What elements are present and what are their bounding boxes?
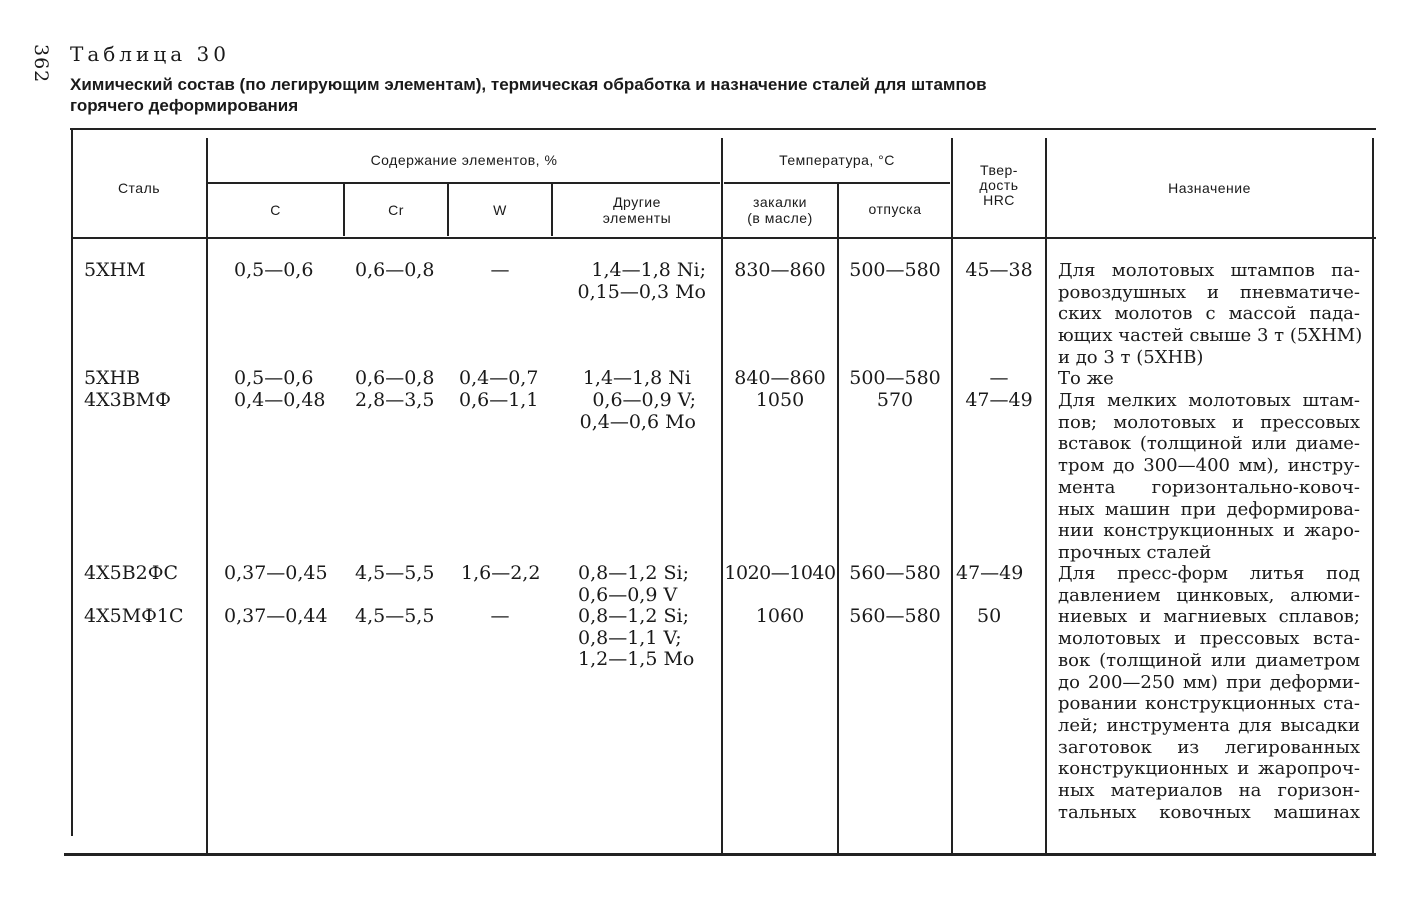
purpose-text: [1058, 390, 1360, 564]
purpose-text: [1058, 260, 1363, 369]
cell-quench: 1050: [755, 389, 805, 411]
cell-temper: 560—580: [849, 562, 941, 584]
table-bottom-rule: [64, 853, 1376, 856]
header-hardness-line: дость: [979, 177, 1019, 193]
column-divider: [1372, 138, 1374, 853]
cell-steel: 5ХНВ: [84, 367, 141, 389]
cell-hardness: —: [989, 367, 1009, 389]
cell-c: 0,5—0,6: [234, 367, 314, 389]
header-purpose: Назначение: [1168, 180, 1251, 196]
purpose-line: пов; молотовых и прессовых: [1058, 411, 1360, 433]
table-label: Таблица 30: [70, 42, 230, 66]
cell-other-line: 0,6—0,9 V;: [592, 389, 696, 411]
purpose-line: То же: [1058, 368, 1114, 389]
cell-other-line: 1,4—1,8 Ni: [582, 367, 691, 389]
header-other: [553, 194, 721, 226]
cell-other-line: 0,6—0,9 V: [578, 583, 678, 606]
purpose-line: до 200—250 мм) при деформи-: [1058, 671, 1360, 693]
purpose-line: давлением цинковых, алюми-: [1058, 584, 1360, 606]
purpose-line: ных материалов на горизон-: [1058, 780, 1360, 802]
caption-line: Химический состав (по легирующим элементам), термическая обработка и назначение сталей для штампов: [70, 75, 987, 94]
cell-other-line: 0,8—1,2 Si;: [578, 605, 689, 627]
purpose-line: Для мелких молотовых штам-: [1058, 390, 1360, 411]
header-hardness-line: Твер-: [980, 162, 1018, 178]
purpose-line: лей; инструмента для высадки: [1058, 714, 1360, 736]
header-composition: Содержание элементов, %: [370, 152, 558, 168]
page-number: 362: [30, 44, 52, 84]
cell-c: 0,37—0,44: [224, 605, 328, 627]
purpose-line: вставок (толщиной или диаме-: [1058, 433, 1360, 455]
header-quench-line: закалки: [752, 194, 808, 210]
header-w: W: [493, 202, 507, 218]
purpose-line: молотовых и прессовых вста-: [1058, 628, 1360, 650]
cell-temper: 500—580: [849, 367, 941, 389]
purpose-line: конструкционных и жаропроч-: [1058, 758, 1360, 780]
cell-other: [566, 368, 691, 390]
purpose-line: вок (толщиной или диаметром: [1058, 649, 1360, 671]
cell-w: —: [490, 605, 510, 627]
cell-cr: 2,8—3,5: [355, 389, 435, 411]
purpose-line: заготовок из легированных: [1058, 736, 1360, 758]
purpose-line: ющих частей свыше 3 т (5ХНМ): [1058, 325, 1363, 347]
cell-c: 0,37—0,45: [224, 562, 328, 584]
caption-line: горячего деформирования: [70, 96, 299, 115]
header-hardness-line: HRC: [983, 192, 1015, 208]
cell-c: 0,5—0,6: [234, 259, 314, 281]
cell-other-line: 0,4—0,6 Mo: [579, 410, 696, 433]
purpose-line: и до 3 т (5ХНВ): [1058, 346, 1204, 368]
header-cr: Cr: [388, 202, 404, 218]
cell-cr: 0,6—0,8: [355, 367, 435, 389]
cell-temper: 560—580: [849, 605, 941, 627]
cell-steel: 4Х5МФ1С: [84, 605, 184, 627]
header-quench: [723, 194, 837, 226]
header-bottom-rule: [72, 237, 1376, 239]
column-divider: [837, 184, 839, 853]
cell-other: [566, 260, 706, 303]
cell-temper: 570: [876, 389, 914, 411]
header-c: C: [270, 202, 281, 218]
purpose-line: ровании конструкционных ста-: [1058, 693, 1360, 715]
cell-w: 0,6—1,1: [459, 389, 539, 411]
cell-cr: 4,5—5,5: [355, 605, 435, 627]
header-quench-line: (в масле): [747, 210, 813, 226]
cell-w: —: [490, 259, 510, 281]
purpose-line: прочных сталей: [1058, 541, 1212, 563]
cell-c: 0,4—0,48: [234, 389, 326, 411]
purpose-line: ровоздушных и пневматиче-: [1058, 281, 1360, 303]
purpose-line: ских молотов с массой пада-: [1058, 303, 1360, 325]
cell-w: 1,6—2,2: [461, 562, 541, 584]
purpose-line: нии конструкционных и жаро-: [1058, 520, 1360, 542]
table-top-rule: [70, 128, 1376, 130]
cell-other-line: 0,15—0,3 Mo: [577, 280, 706, 303]
purpose-line: тром до 300—400 мм), инстру-: [1058, 455, 1360, 477]
cell-quench: 840—860: [734, 367, 826, 389]
column-divider: [71, 130, 73, 836]
header-temperature: Температура, °C: [779, 152, 895, 168]
cell-other-line: 0,8—1,1 V;: [578, 626, 682, 649]
column-divider: [206, 138, 208, 853]
header-other-line: элементы: [602, 210, 672, 226]
cell-quench: 1020—1040: [724, 562, 836, 584]
purpose-line: тальных ковочных машинах: [1058, 801, 1360, 823]
cell-other: [566, 606, 708, 671]
header-hardness: [953, 163, 1045, 208]
cell-cr: 0,6—0,8: [355, 259, 435, 281]
cell-quench: 1060: [755, 605, 805, 627]
cell-temper: 500—580: [849, 259, 941, 281]
purpose-line: Для пресс-форм литья под: [1058, 563, 1360, 584]
column-divider: [951, 138, 953, 853]
cell-hardness: 47—49: [965, 389, 1033, 411]
cell-hardness: 45—38: [965, 259, 1033, 281]
table-caption: [70, 74, 1270, 116]
purpose-text: [1058, 368, 1360, 390]
cell-other: [566, 563, 708, 606]
column-divider: [721, 138, 723, 853]
cell-hardness: 50: [977, 605, 1002, 627]
cell-steel: 5ХНМ: [84, 259, 146, 281]
cell-other-line: 1,4—1,8 Ni;: [591, 259, 706, 281]
header-other-line: Другие: [613, 194, 661, 210]
header-steel: Сталь: [117, 180, 161, 196]
composition-subheader-rule: [208, 182, 720, 184]
cell-other-line: 1,2—1,5 Mo: [578, 648, 695, 671]
cell-other-line: 0,8—1,2 Si;: [578, 562, 689, 584]
purpose-line: Для молотовых штампов па-: [1058, 260, 1360, 281]
header-temper: отпуска: [868, 201, 922, 217]
cell-cr: 4,5—5,5: [355, 562, 435, 584]
purpose-line: ных машин при деформирова-: [1058, 498, 1360, 520]
cell-steel: 4Х3ВМФ: [84, 389, 171, 411]
column-divider: [1045, 138, 1047, 853]
purpose-line: мента горизонтально-ковоч-: [1058, 476, 1360, 498]
cell-quench: 830—860: [734, 259, 826, 281]
purpose-line: ниевых и магниевых сплавов;: [1058, 606, 1360, 628]
cell-w: 0,4—0,7: [459, 367, 539, 389]
cell-hardness: 47—49: [956, 562, 1024, 584]
cell-other: [566, 390, 696, 433]
cell-steel: 4Х5В2ФС: [84, 562, 179, 584]
purpose-text: [1058, 563, 1360, 823]
